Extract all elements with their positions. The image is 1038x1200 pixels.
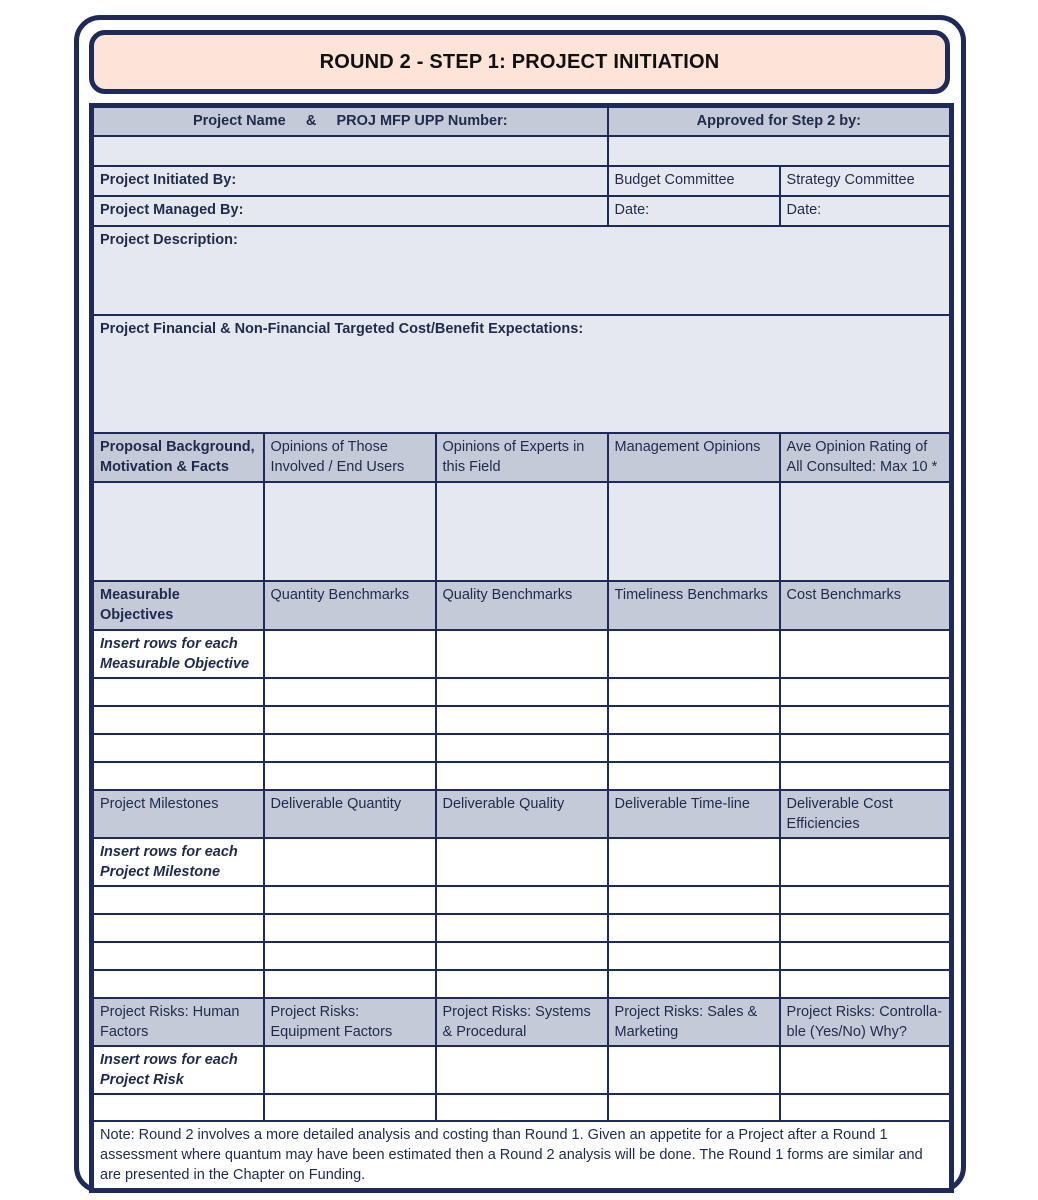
table-cell[interactable] [92, 1094, 264, 1121]
table-cell[interactable] [92, 942, 264, 970]
table-cell[interactable] [780, 914, 952, 942]
table-cell[interactable] [264, 762, 436, 790]
expectations-field[interactable]: Project Financial & Non-Financial Targeted Cost/Benefit Expectations: [92, 315, 952, 433]
table-cell[interactable] [264, 1094, 436, 1121]
milestones-col2: Deliverable Quantity [264, 790, 436, 838]
project-name-header: Project Name & PROJ MFP UPP Number: [92, 106, 608, 136]
page-title: ROUND 2 - STEP 1: PROJECT INITIATION [89, 30, 950, 94]
table-cell[interactable] [780, 630, 952, 678]
risks-insert-note: Insert rows for each Project Risk [92, 1046, 264, 1094]
table-cell[interactable] [436, 914, 608, 942]
table-cell[interactable] [436, 762, 608, 790]
table-cell[interactable] [264, 706, 436, 734]
table-cell[interactable] [608, 630, 780, 678]
table-cell[interactable] [780, 942, 952, 970]
managed-by-field[interactable]: Project Managed By: [92, 196, 608, 226]
table-cell[interactable] [264, 886, 436, 914]
budget-date-field[interactable]: Date: [608, 196, 780, 226]
risks-col5: Project Risks: Controlla- ble (Yes/No) Why? [780, 998, 952, 1046]
opinions-cell[interactable] [436, 482, 608, 581]
table-cell[interactable] [436, 630, 608, 678]
table-cell[interactable] [264, 678, 436, 706]
table-cell[interactable] [92, 762, 264, 790]
table-cell[interactable] [608, 734, 780, 762]
table-cell[interactable] [436, 678, 608, 706]
table-cell[interactable] [608, 838, 780, 886]
objectives-insert-note: Insert rows for each Measurable Objective [92, 630, 264, 678]
approved-field[interactable] [608, 136, 952, 166]
objectives-col2: Quantity Benchmarks [264, 581, 436, 630]
budget-committee-field[interactable]: Budget Committee [608, 166, 780, 196]
objectives-col4: Timeliness Benchmarks [608, 581, 780, 630]
table-cell[interactable] [780, 706, 952, 734]
table-cell[interactable] [780, 886, 952, 914]
risks-col4: Project Risks: Sales & Marketing [608, 998, 780, 1046]
table-cell[interactable] [780, 678, 952, 706]
opinions-col3: Opinions of Experts in this Field [436, 433, 608, 482]
objectives-col1: Measurable Objectives [92, 581, 264, 630]
footer-note: Note: Round 2 involves a more detailed analysis and costing than Round 1. Given an appetite for a Project after a Round 1 assessment where quantum may have been estimated then a Round 2 analysis will be done. The Round 1 forms are similar and are presented in the Chapter on Funding. [92, 1121, 952, 1191]
strategy-date-field[interactable]: Date: [780, 196, 952, 226]
opinions-cell[interactable] [608, 482, 780, 581]
table-cell[interactable] [608, 970, 780, 998]
objectives-col5: Cost Benchmarks [780, 581, 952, 630]
milestones-col5: Deliverable Cost Efficiencies [780, 790, 952, 838]
objectives-col3: Quality Benchmarks [436, 581, 608, 630]
milestones-col4: Deliverable Time-line [608, 790, 780, 838]
table-cell[interactable] [608, 762, 780, 790]
table-cell[interactable] [436, 838, 608, 886]
milestones-insert-note: Insert rows for each Project Milestone [92, 838, 264, 886]
table-cell[interactable] [780, 762, 952, 790]
opinions-col1: Proposal Background, Motivation & Facts [92, 433, 264, 482]
table-cell[interactable] [780, 970, 952, 998]
table-cell[interactable] [780, 838, 952, 886]
table-cell[interactable] [436, 886, 608, 914]
initiated-by-field[interactable]: Project Initiated By: [92, 166, 608, 196]
risks-col3: Project Risks: Systems & Procedural [436, 998, 608, 1046]
table-cell[interactable] [608, 1046, 780, 1094]
table-cell[interactable] [92, 914, 264, 942]
opinions-cell[interactable] [780, 482, 952, 581]
project-name-field[interactable] [92, 136, 608, 166]
table-cell[interactable] [780, 1094, 952, 1121]
opinions-col2: Opinions of Those Involved / End Users [264, 433, 436, 482]
approved-header: Approved for Step 2 by: [608, 106, 952, 136]
table-cell[interactable] [780, 1046, 952, 1094]
opinions-col4: Management Opinions [608, 433, 780, 482]
table-cell[interactable] [436, 1046, 608, 1094]
table-cell[interactable] [264, 734, 436, 762]
table-cell[interactable] [436, 970, 608, 998]
table-cell[interactable] [92, 734, 264, 762]
table-cell[interactable] [264, 970, 436, 998]
project-initiation-form [89, 103, 954, 1193]
table-cell[interactable] [436, 734, 608, 762]
table-cell[interactable] [264, 1046, 436, 1094]
table-cell[interactable] [92, 706, 264, 734]
opinions-cell[interactable] [264, 482, 436, 581]
table-cell[interactable] [92, 970, 264, 998]
table-cell[interactable] [436, 942, 608, 970]
table-cell[interactable] [608, 678, 780, 706]
table-cell[interactable] [436, 1094, 608, 1121]
table-cell[interactable] [264, 942, 436, 970]
table-cell[interactable] [608, 706, 780, 734]
table-cell[interactable] [264, 630, 436, 678]
table-cell[interactable] [436, 706, 608, 734]
milestones-col1: Project Milestones [92, 790, 264, 838]
table-cell[interactable] [608, 1094, 780, 1121]
strategy-committee-field[interactable]: Strategy Committee [780, 166, 952, 196]
table-cell[interactable] [780, 734, 952, 762]
table-cell[interactable] [92, 678, 264, 706]
table-cell[interactable] [608, 942, 780, 970]
risks-col1: Project Risks: Human Factors [92, 998, 264, 1046]
table-cell[interactable] [92, 886, 264, 914]
risks-col2: Project Risks: Equipment Factors [264, 998, 436, 1046]
description-field[interactable]: Project Description: [92, 226, 952, 315]
table-cell[interactable] [608, 886, 780, 914]
table-cell[interactable] [608, 914, 780, 942]
opinions-col5: Ave Opinion Rating of All Consulted: Max 10 * [780, 433, 952, 482]
table-cell[interactable] [264, 914, 436, 942]
milestones-col3: Deliverable Quality [436, 790, 608, 838]
table-cell[interactable] [264, 838, 436, 886]
opinions-cell[interactable] [92, 482, 264, 581]
